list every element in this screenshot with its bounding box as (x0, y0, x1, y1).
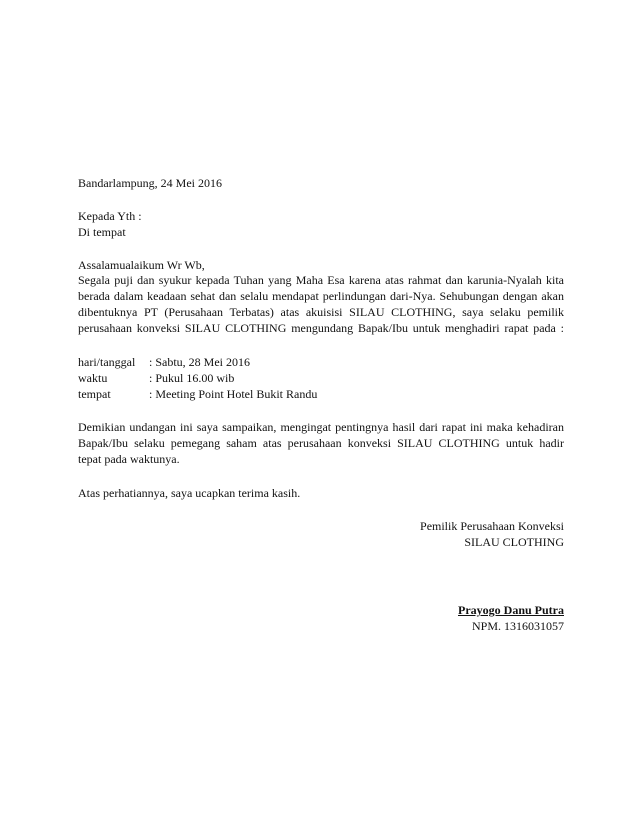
detail-row-place (78, 387, 317, 402)
signer-title: Pemilik Perusahaan Konveksi (420, 519, 564, 533)
recipient-place: Di tempat (78, 225, 126, 239)
signer-name: Prayogo Danu Putra (458, 603, 564, 617)
detail-label: waktu (78, 371, 108, 385)
signer-npm: NPM. 1316031057 (471, 619, 564, 633)
detail-value: : Pukul 16.00 wib (149, 371, 235, 385)
thanks-line: Atas perhatiannya, saya ucapkan terima kasih. (78, 486, 301, 500)
place-date: Bandarlampung, 24 Mei 2016 (78, 176, 222, 190)
opening-paragraph-line: dibentuknya PT (Perusahaan Terbatas) atas akuisisi SILAU CLOTHING, saya selaku pemilik (78, 305, 564, 319)
closing-paragraph-line: Demikian undangan ini saya sampaikan, mengingat pentingnya hasil dari rapat ini maka kehadiran (78, 420, 564, 434)
recipient-line: Kepada Yth : (78, 209, 142, 223)
detail-value: : Sabtu, 28 Mei 2016 (149, 355, 250, 369)
detail-value: : Meeting Point Hotel Bukit Randu (149, 387, 318, 401)
detail-label: tempat (78, 387, 111, 401)
opening-paragraph-line: Segala puji dan syukur kepada Tuhan yang Maha Esa karena atas rahmat dan karunia-Nyalah kita (78, 273, 564, 287)
detail-label: hari/tanggal (78, 355, 136, 369)
closing-paragraph-line: Bapak/Ibu selaku pemegang saham atas perusahaan konveksi SILAU CLOTHING untuk hadir (78, 436, 564, 450)
opening-paragraph-line: berada dalam keadaan sehat dan selalu mendapat perlindungan dari-Nya. Sehubungan dengan akan (78, 289, 564, 303)
detail-row-date (78, 355, 250, 370)
opening-paragraph-line: perusahaan konveksi SILAU CLOTHING mengundang Bapak/Ibu untuk menghadiri rapat pada : (78, 321, 564, 335)
greeting: Assalamualaikum Wr Wb, (78, 258, 205, 272)
signer-company: SILAU CLOTHING (464, 535, 564, 549)
closing-paragraph-line: tepat pada waktunya. (78, 452, 180, 466)
detail-row-time (78, 371, 234, 386)
